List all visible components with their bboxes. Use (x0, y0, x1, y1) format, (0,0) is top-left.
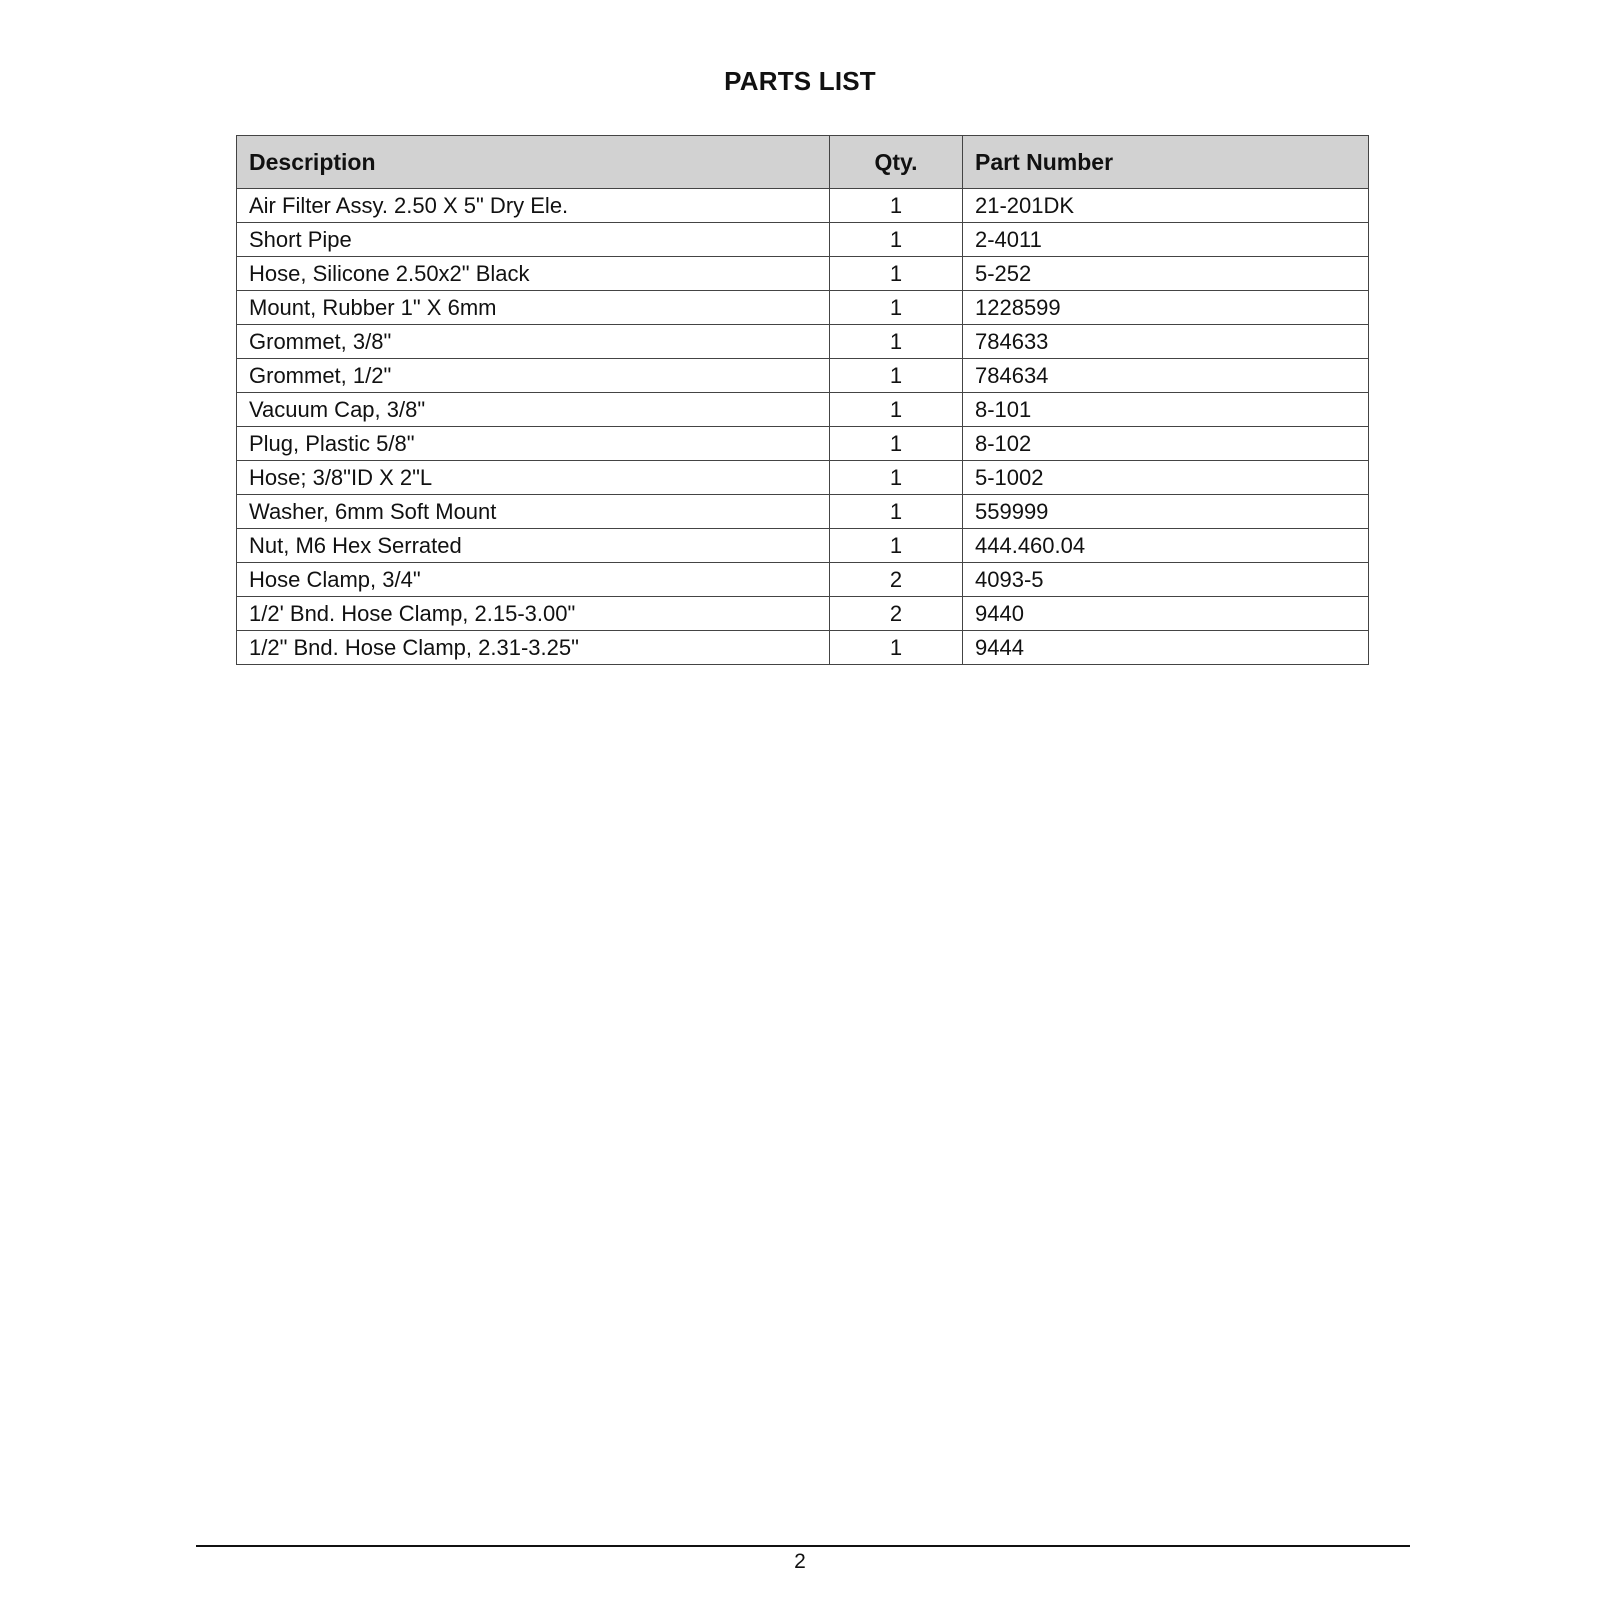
table-row (237, 393, 1369, 427)
cell-part-number: 8-101 (963, 393, 1369, 427)
cell-part-number: 1228599 (963, 291, 1369, 325)
table-row (237, 359, 1369, 393)
table-row (237, 325, 1369, 359)
table-row (237, 563, 1369, 597)
cell-part-number: 784633 (963, 325, 1369, 359)
cell-part-number: 784634 (963, 359, 1369, 393)
cell-part-number: 8-102 (963, 427, 1369, 461)
cell-part-number: 4093-5 (963, 563, 1369, 597)
table-row (237, 529, 1369, 563)
table-row (237, 223, 1369, 257)
table-row (237, 597, 1369, 631)
parts-table (236, 135, 1369, 665)
column-header-part-number: Part Number (963, 136, 1369, 189)
cell-part-number: 9440 (963, 597, 1369, 631)
cell-part-number: 21-201DK (963, 189, 1369, 223)
cell-description: Grommet, 3/8" (237, 325, 830, 359)
cell-qty: 1 (830, 189, 963, 223)
cell-qty: 1 (830, 291, 963, 325)
cell-description: Grommet, 1/2" (237, 359, 830, 393)
cell-description: Washer, 6mm Soft Mount (237, 495, 830, 529)
table-row (237, 427, 1369, 461)
cell-qty: 1 (830, 631, 963, 665)
table-row (237, 257, 1369, 291)
cell-qty: 1 (830, 359, 963, 393)
cell-description: Plug, Plastic 5/8" (237, 427, 830, 461)
cell-qty: 1 (830, 223, 963, 257)
cell-qty: 2 (830, 563, 963, 597)
column-header-qty: Qty. (830, 136, 963, 189)
cell-part-number: 5-252 (963, 257, 1369, 291)
cell-part-number: 9444 (963, 631, 1369, 665)
cell-description: Hose Clamp, 3/4" (237, 563, 830, 597)
cell-qty: 1 (830, 427, 963, 461)
cell-description: Hose; 3/8"ID X 2"L (237, 461, 830, 495)
cell-description: 1/2' Bnd. Hose Clamp, 2.15-3.00" (237, 597, 830, 631)
cell-description: Nut, M6 Hex Serrated (237, 529, 830, 563)
footer-divider (196, 1545, 1410, 1547)
cell-qty: 1 (830, 257, 963, 291)
table-row (237, 495, 1369, 529)
cell-qty: 1 (830, 461, 963, 495)
cell-part-number: 5-1002 (963, 461, 1369, 495)
cell-description: Mount, Rubber 1" X 6mm (237, 291, 830, 325)
cell-qty: 1 (830, 529, 963, 563)
cell-part-number: 2-4011 (963, 223, 1369, 257)
cell-description: Vacuum Cap, 3/8" (237, 393, 830, 427)
table-row (237, 189, 1369, 223)
table-row (237, 631, 1369, 665)
page-title: PARTS LIST (724, 66, 876, 96)
cell-qty: 1 (830, 393, 963, 427)
cell-qty: 1 (830, 325, 963, 359)
cell-part-number: 444.460.04 (963, 529, 1369, 563)
cell-qty: 2 (830, 597, 963, 631)
table-header-row (237, 136, 1369, 189)
cell-description: Short Pipe (237, 223, 830, 257)
cell-description: 1/2" Bnd. Hose Clamp, 2.31-3.25" (237, 631, 830, 665)
cell-description: Air Filter Assy. 2.50 X 5" Dry Ele. (237, 189, 830, 223)
page-number: 2 (794, 1550, 806, 1573)
cell-qty: 1 (830, 495, 963, 529)
cell-part-number: 559999 (963, 495, 1369, 529)
table-row (237, 461, 1369, 495)
cell-description: Hose, Silicone 2.50x2" Black (237, 257, 830, 291)
column-header-description: Description (237, 136, 830, 189)
table-row (237, 291, 1369, 325)
